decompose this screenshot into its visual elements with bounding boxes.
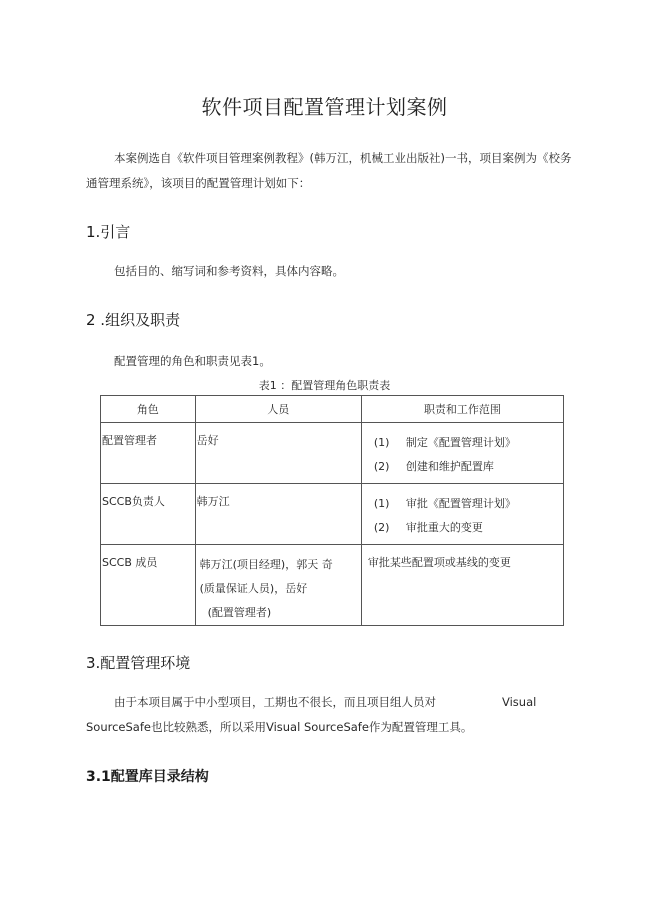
table-row (101, 423, 564, 484)
section-2-heading: 2 .组织及职责 (86, 311, 181, 329)
duty-item: (2) 创建和维护配置库 (373, 460, 494, 473)
section-3-line-2: SourceSafe也比较熟悉，所以采用Visual SourceSafe作为配置管理工具。 (86, 720, 473, 734)
intro-paragraph (86, 146, 586, 196)
people-cell: 岳好 (196, 434, 219, 447)
header-role: 角色 (101, 396, 196, 423)
people-cell: 韩万江 (196, 495, 230, 508)
header-people: 人员 (195, 396, 361, 423)
roles-table (100, 395, 564, 626)
role-cell: 配置管理者 (102, 434, 157, 447)
section-1-heading: 1.引言 (86, 223, 131, 241)
intro-line-1: 本案例选自《软件项目管理案例教程》(韩万江，机械工业出版社)一书，项目案例为《校务 (114, 151, 572, 165)
table-caption: 表1 ：配置管理角色职责表 (258, 379, 391, 392)
people-cell: 韩万江(项目经理)，郭天 奇 (质量保证人员)，岳好 (配置管理者) (199, 558, 333, 619)
table-row (101, 545, 564, 626)
role-cell: SCCB负责人 (102, 495, 165, 508)
section-3-line-1: 由于本项目属于中小型项目，工期也不很长，而且项目组人员对 Visual (114, 695, 537, 709)
duty-item: (1) 审批《配置管理计划》 (373, 497, 516, 510)
role-cell: SCCB 成员 (102, 556, 158, 569)
section-3-1-heading: 3.1配置库目录结构 (86, 769, 209, 785)
duty-item: (2) 审批重大的变更 (373, 521, 483, 534)
section-3-body (86, 690, 546, 740)
duty-item: (1) 制定《配置管理计划》 (373, 436, 516, 449)
duties-cell (362, 484, 563, 544)
table-header-row (101, 396, 564, 423)
section-3-heading: 3.配置管理环境 (86, 654, 191, 672)
section-1-body: 包括目的、缩写词和参考资料，具体内容略。 (114, 264, 344, 278)
intro-line-2: 通管理系统》，该项目的配置管理计划如下： (86, 176, 311, 190)
duties-cell: 审批某些配置项或基线的变更 (367, 556, 511, 569)
table-row (101, 484, 564, 545)
header-duties: 职责和工作范围 (361, 396, 563, 423)
section-2-body: 配置管理的角色和职责见表1。 (114, 354, 271, 368)
duties-cell (362, 423, 563, 483)
document-title: 软件项目配置管理计划案例 (201, 95, 448, 119)
